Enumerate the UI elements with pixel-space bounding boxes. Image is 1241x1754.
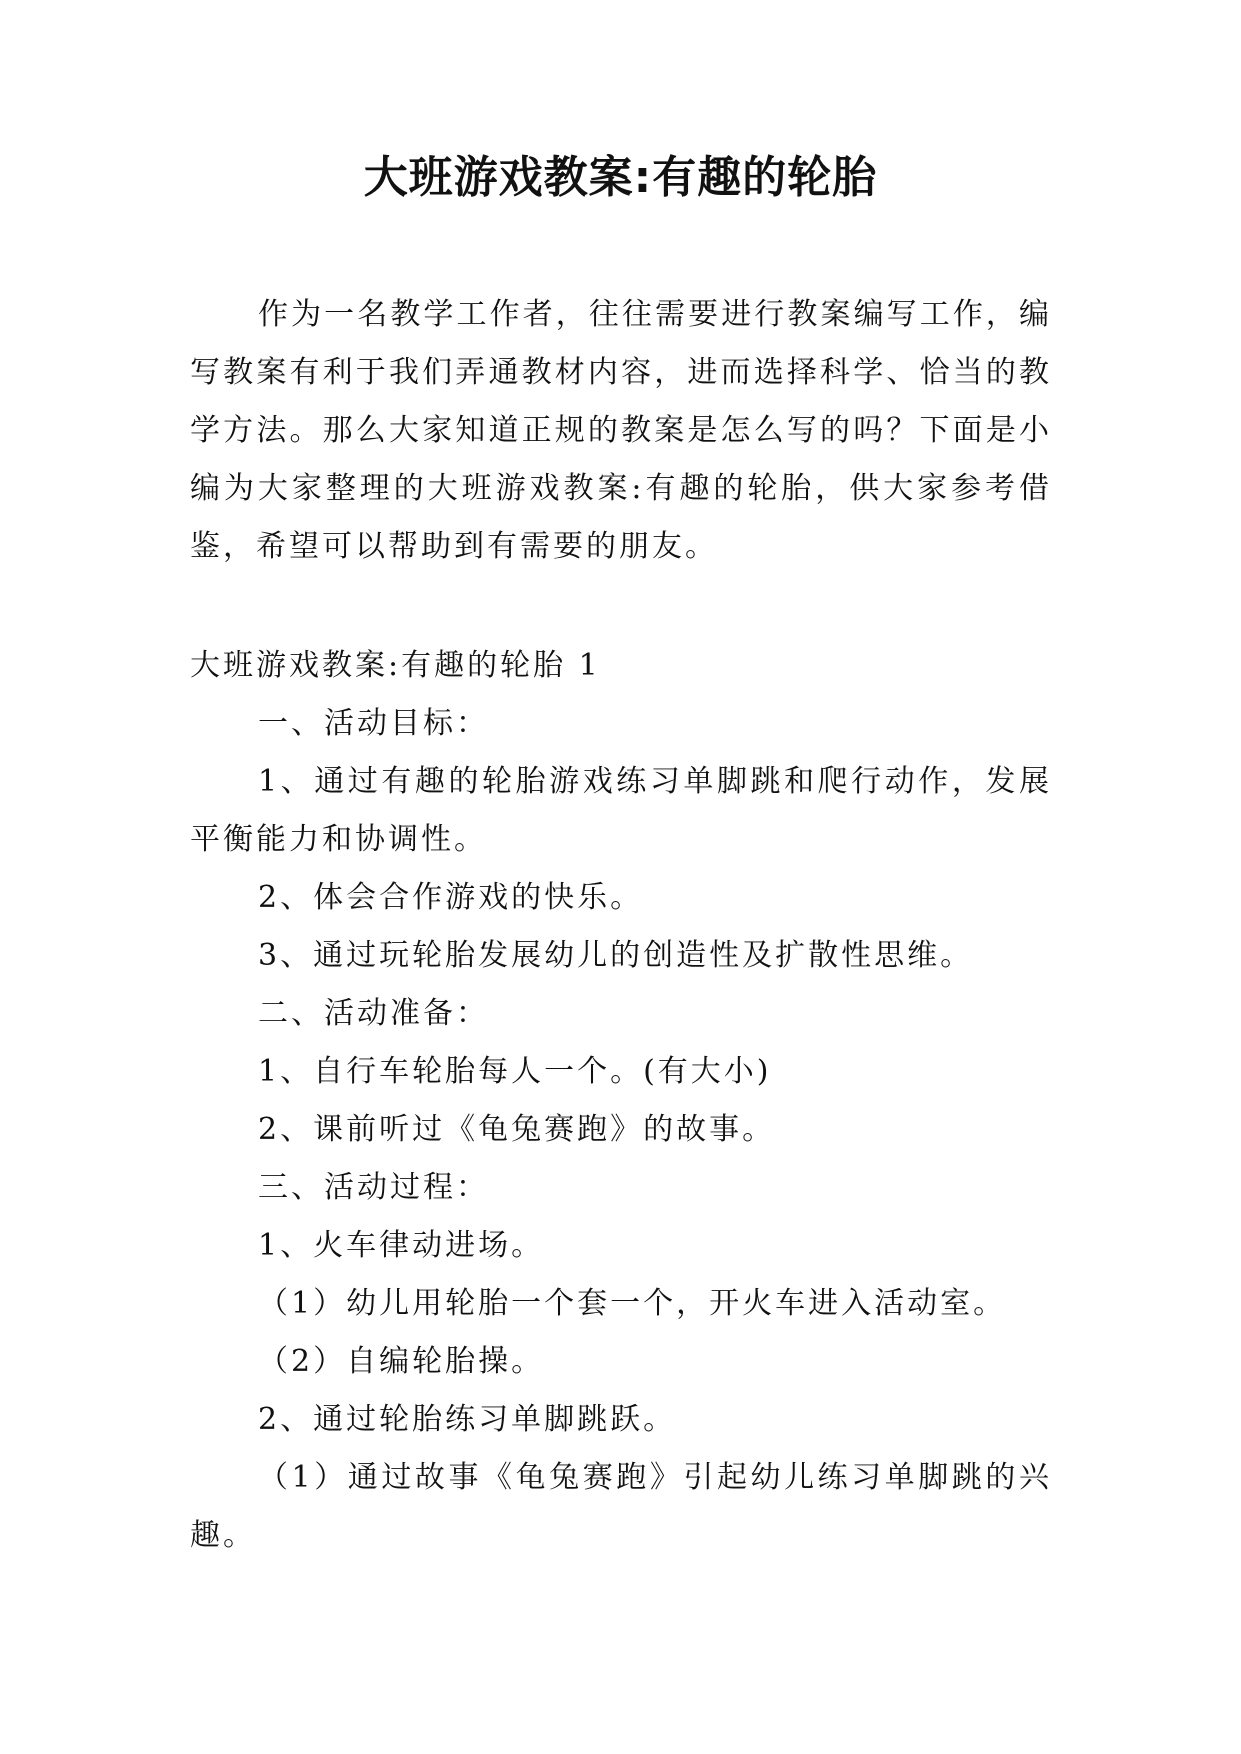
intro-paragraph: 作为一名教学工作者，往往需要进行教案编写工作，编写教案有利于我们弄通教材内容，进而选择科学、恰当的教学方法。那么大家知道正规的教案是怎么写的吗？下面是小编为大家整理的大班游戏教案:有趣的轮胎，供大家参考借鉴，希望可以帮助到有需要的朋友。 <box>190 297 1052 564</box>
objective-item-2: 2、体会合作游戏的快乐。 <box>258 880 644 915</box>
preparation-item-2: 2、课前听过《龟兔赛跑》的故事。 <box>258 1112 776 1147</box>
page-title: 大班游戏教案:有趣的轮胎 <box>363 152 878 203</box>
process-step-1-sub-1: （1）幼儿用轮胎一个套一个，开火车进入活动室。 <box>258 1286 1007 1321</box>
lesson-section <box>190 637 1052 1565</box>
process-step-1-sub-2: （2）自编轮胎操。 <box>258 1344 545 1379</box>
process-step-2-sub-1: （1）通过故事《龟兔赛跑》引起幼儿练习单脚跳的兴趣。 <box>190 1460 1052 1553</box>
objective-item-3: 3、通过玩轮胎发展幼儿的创造性及扩散性思维。 <box>258 938 974 973</box>
heading-process: 三、活动过程： <box>258 1170 489 1205</box>
section-title: 大班游戏教案:有趣的轮胎 1 <box>190 648 601 683</box>
preparation-item-1: 1、自行车轮胎每人一个。(有大小) <box>258 1054 772 1089</box>
heading-objectives: 一、活动目标： <box>258 706 489 741</box>
heading-preparation: 二、活动准备： <box>258 996 489 1031</box>
process-step-1: 1、火车律动进场。 <box>258 1228 545 1263</box>
objective-item-1: 1、通过有趣的轮胎游戏练习单脚跳和爬行动作，发展平衡能力和协调性。 <box>190 764 1052 857</box>
process-step-2: 2、通过轮胎练习单脚跳跃。 <box>258 1402 677 1437</box>
